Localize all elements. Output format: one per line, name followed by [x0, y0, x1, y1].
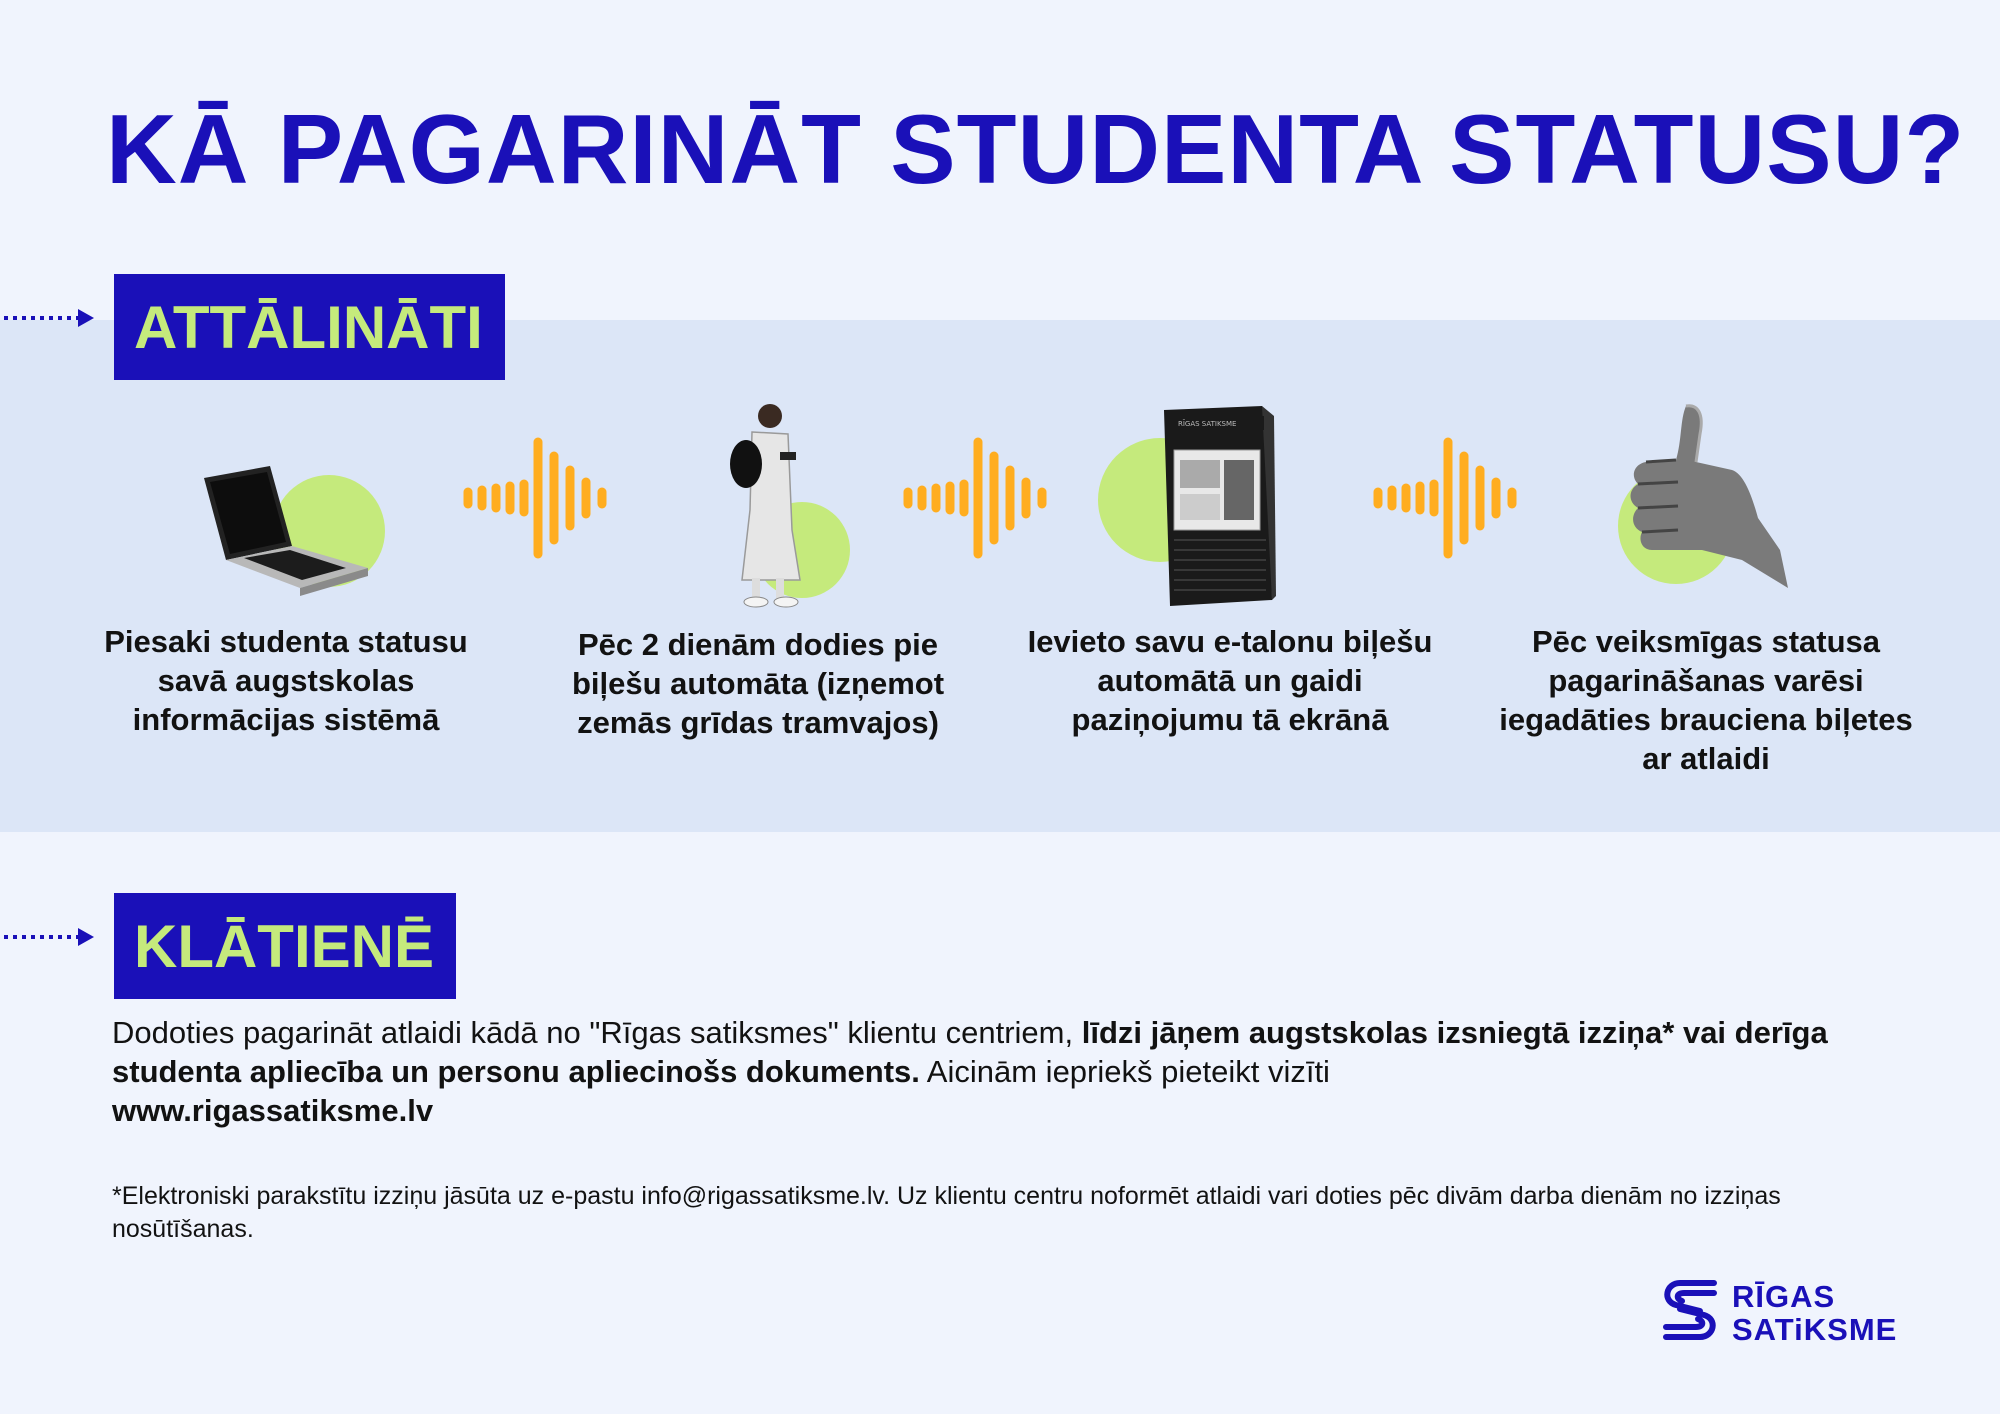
inperson-intro: Dodoties pagarināt atlaidi kādā no "Rīgas satiksmes" klientu centriem,: [112, 1015, 1082, 1050]
inperson-description: [112, 1013, 1952, 1130]
step-1-text: Piesaki studenta statusu savā augstskolas informācijas sistēmā: [104, 624, 468, 737]
section-arrow-icon: [0, 304, 100, 332]
thumbs-up-icon: [1612, 400, 1792, 600]
rigas-satiksme-logo-icon: [1658, 1275, 1722, 1345]
ticket-machine-icon: [1098, 400, 1288, 610]
page-title: KĀ PAGARINĀT STUDENTA STATUSU?: [106, 94, 1966, 204]
svg-text:RĪGAS SATIKSME: RĪGAS SATIKSME: [1178, 420, 1237, 428]
inperson-visit-note: Aicinām iepriekš pieteikt vizīti: [919, 1054, 1330, 1089]
step-4-text: Pēc veiksmīgas statusa pagarināšanas varēsi iegadāties brauciena biļetes ar atlaidi: [1499, 624, 1913, 776]
step-arrow-1-icon: [462, 432, 622, 564]
logo-line-2: SATiKSME: [1732, 1312, 1898, 1347]
step-arrow-3-icon: [1372, 432, 1532, 564]
step-3-text: Ievieto savu e-talonu biļešu automātā un gaidi paziņojumu tā ekrānā: [1027, 624, 1433, 737]
footnote: *Elektroniski parakstītu izziņu jāsūta uz e-pastu info@rigassatiksme.lv. Uz klientu centru noformēt atlaidi vari doties pēc divām darba dienām no izziņas nosūtīšanas.: [112, 1182, 1781, 1243]
website-link[interactable]: www.rigassatiksme.lv: [112, 1093, 434, 1128]
logo-line-1: RĪGAS: [1732, 1279, 1836, 1314]
laptop-icon: [196, 458, 396, 608]
section-tag-remote: ATTĀLINĀTI: [114, 274, 505, 380]
logo-wordmark: [1732, 1280, 1897, 1346]
walking-student-icon: [712, 400, 862, 610]
section-tag-inperson: KLĀTIENĒ: [114, 893, 456, 999]
step-arrow-2-icon: [902, 432, 1062, 564]
section-arrow-icon: [0, 923, 100, 951]
step-2-text: Pēc 2 dienām dodies pie biļešu automāta (izņemot zemās grīdas tramvajos): [571, 627, 945, 740]
inperson-required-documents: līdzi jāņem augstskolas izsniegtā izziņa* vai derīga studenta apliecība un personu apliecinošs dokuments.: [112, 1015, 1828, 1089]
